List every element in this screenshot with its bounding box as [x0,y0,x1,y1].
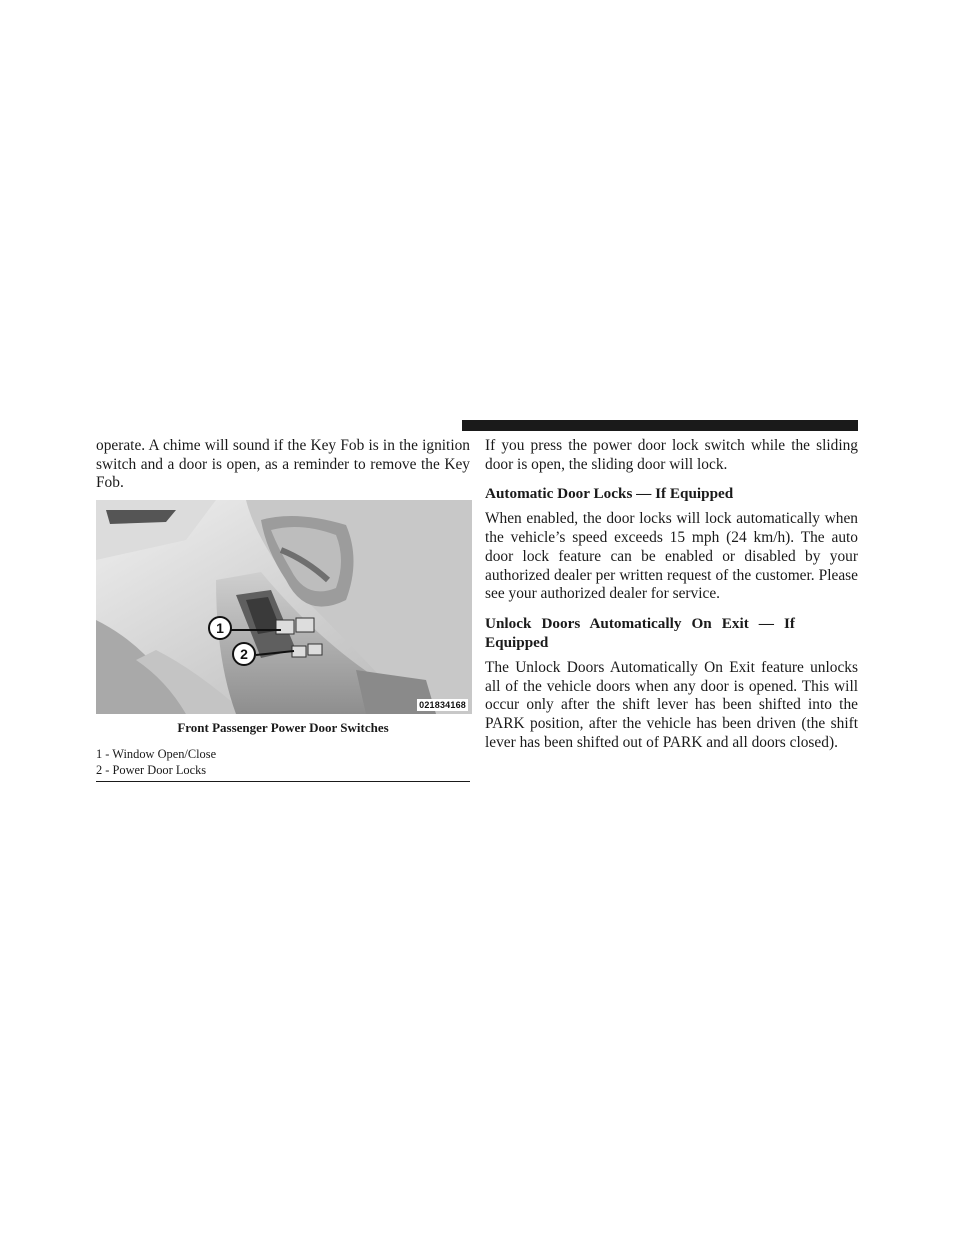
section-heading-unlock-on-exit: Unlock Doors Automatically On Exit — If Equipped [485,614,795,651]
intro-paragraph-right: If you press the power door lock switch while the sliding door is open, the sliding door will lock. [485,437,858,473]
left-column [96,437,470,782]
figure-rule [96,781,470,782]
intro-paragraph: operate. A chime will sound if the Key Fob is in the ignition switch and a door is open, as a reminder to remove the Key Fob. [96,437,470,492]
image-code: 021834168 [419,700,466,711]
door-switch-figure [96,500,472,714]
right-column [485,437,858,752]
figure-caption: Front Passenger Power Door Switches [177,720,389,736]
figure-legend [96,746,470,778]
legend-item: 1 - Window Open/Close [96,747,217,762]
header-bar [462,420,858,431]
callout-1: 1 [208,616,232,640]
section-body-unlock-on-exit: The Unlock Doors Automatically On Exit feature unlocks all of the vehicle doors when any door is opened. This will occur only after the shift lever has been shifted into the PARK position, after the vehicle has been driven (the shift lever has been shifted out of PARK and all doors closed). [485,658,858,751]
door-panel-illustration [96,500,472,714]
legend-item: 2 - Power Door Locks [96,763,207,778]
callout-2: 2 [232,642,256,666]
section-body-auto-locks: When enabled, the door locks will lock automatically when the vehicle’s speed exceeds 15 mph (24 km/h). The auto door lock feature can be enabled or disabled by your authorized dealer per written request of the customer. Please see your authorized dealer for service. [485,510,858,603]
section-heading-auto-locks: Automatic Door Locks — If Equipped [485,485,734,503]
